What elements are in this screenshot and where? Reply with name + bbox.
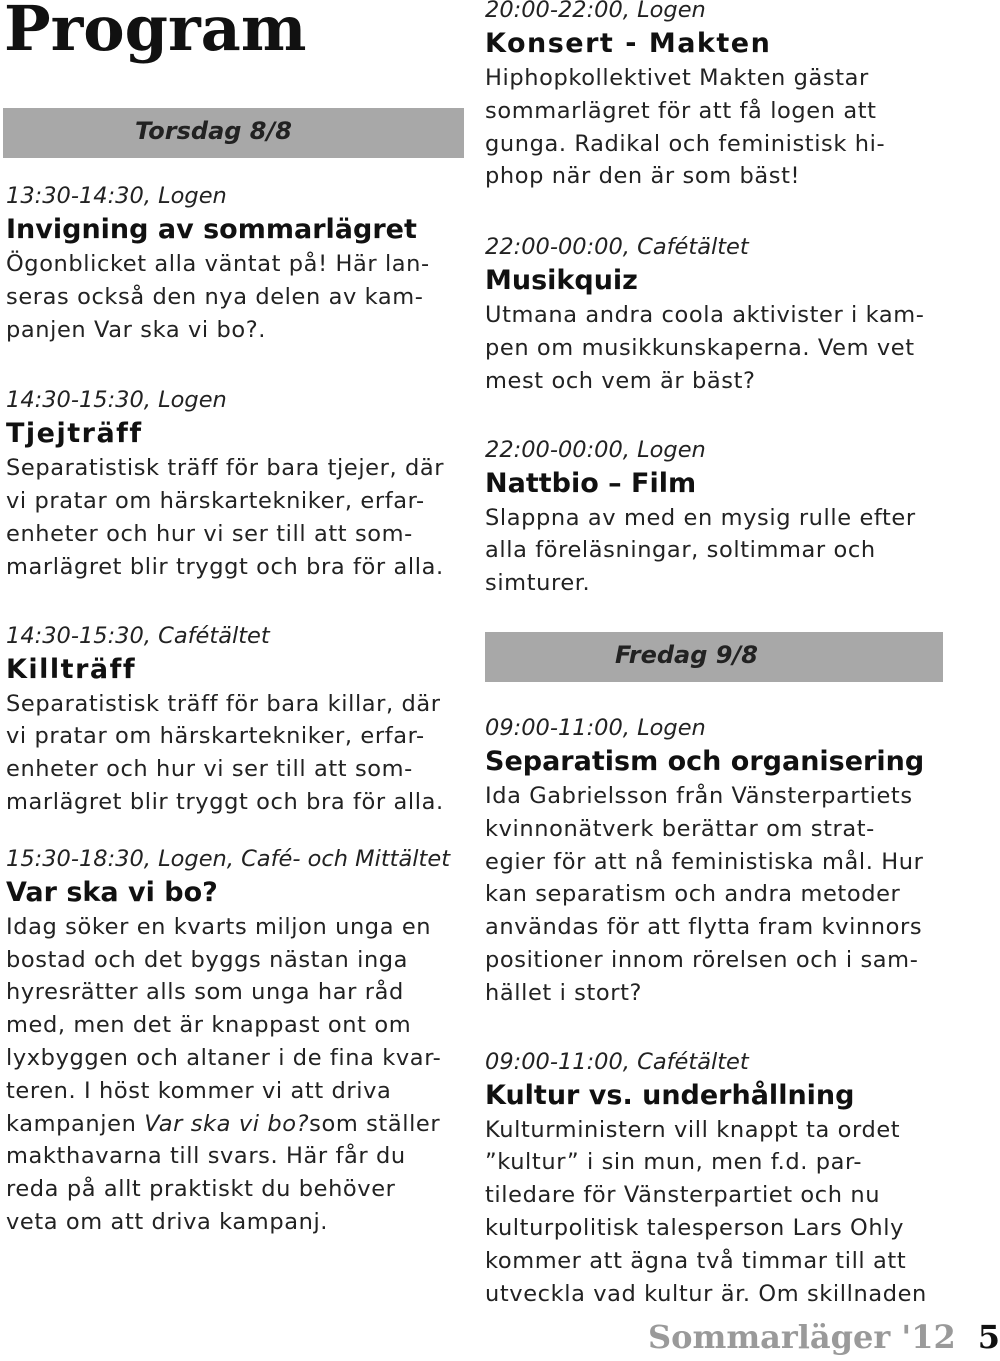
event-time: 20:00-22:00, Logen — [485, 0, 706, 23]
event-title: Separatism och organisering — [485, 745, 925, 777]
desc-line: veta om att driva kampanj. — [6, 1208, 329, 1235]
desc-line: phop när den är som bäst! — [485, 163, 801, 190]
campaign-name: Var ska vi bo? — [144, 1110, 310, 1137]
magazine-name: Sommarläger '12 — [648, 1318, 956, 1356]
day-header-thursday: Torsdag 8/8 — [3, 108, 464, 158]
desc-line: lyxbyggen och altaner i de fina kvar- — [6, 1044, 442, 1071]
event-description — [6, 911, 466, 1239]
event-description — [6, 248, 466, 346]
desc-line: Hiphopkollektivet Makten gästar — [485, 65, 869, 91]
desc-line: hället i stort? — [485, 979, 643, 1006]
event-musikquiz — [485, 231, 947, 397]
desc-line: marlägret blir tryggt och bra för alla. — [6, 553, 444, 580]
desc-line: med, men det är knappast ont om — [6, 1012, 412, 1039]
desc-line: enheter och hur vi ser till att som- — [6, 756, 413, 783]
event-description — [485, 502, 947, 600]
event-separatism — [485, 712, 947, 1010]
event-kultur — [485, 1046, 947, 1311]
desc-line: enheter och hur vi ser till att som- — [6, 520, 413, 547]
left-column — [6, 180, 466, 1239]
desc-line: kvinnonätverk berättar om strat- — [485, 815, 875, 842]
desc-line: gunga. Radikal och feministisk hi- — [485, 130, 886, 157]
page-footer — [648, 1318, 1000, 1356]
desc-line: seras också den nya delen av kam- — [6, 283, 424, 310]
desc-line: mest och vem är bäst? — [485, 367, 756, 394]
desc-line: Idag söker en kvarts miljon unga en — [6, 913, 432, 940]
desc-line: utveckla vad kultur är. Om skillnaden — [485, 1280, 927, 1307]
event-title: Konsert - Makten — [485, 28, 772, 59]
event-description — [485, 1114, 947, 1311]
event-invigning — [6, 180, 466, 346]
event-nattbio — [485, 434, 947, 600]
desc-line: tiledare för Vänsterpartiet och nu — [485, 1182, 881, 1209]
desc-line: Kulturministern vill knappt ta ordet — [485, 1116, 901, 1143]
desc-line: reda på allt praktiskt du behöver — [6, 1176, 396, 1203]
event-description — [485, 780, 947, 1010]
desc-line: Ida Gabrielsson från Vänsterpartiets — [485, 782, 913, 809]
event-konsert-makten — [485, 0, 947, 193]
event-var-ska-vi-bo — [6, 843, 466, 1239]
desc-line: kulturpolitisk talesperson Lars Ohly — [485, 1214, 904, 1241]
desc-text: som ställer — [309, 1110, 441, 1137]
event-description — [485, 299, 947, 397]
desc-line: Ögonblicket alla väntat på! Här lan- — [6, 251, 430, 277]
event-title: Kultur vs. underhållning — [485, 1079, 855, 1111]
event-time: 13:30-14:30, Logen — [6, 183, 227, 209]
desc-line: ”kultur” i sin mun, men f.d. par- — [485, 1149, 863, 1176]
event-time: 14:30-15:30, Cafétältet — [6, 622, 270, 649]
desc-line: simturer. — [485, 570, 591, 597]
event-time: 22:00-00:00, Cafétältet — [485, 234, 749, 261]
event-time: 15:30-18:30, Logen, Café- och Mittältet — [6, 845, 451, 872]
desc-line: makthavarna till svars. Här får du — [6, 1143, 406, 1170]
desc-line: kommer att ägna två timmar till att — [485, 1247, 907, 1274]
day-header-friday: Fredag 9/8 — [485, 632, 943, 682]
desc-line: användas för att flytta fram kvinnors — [485, 914, 923, 941]
event-description — [6, 452, 466, 583]
desc-line: Separatistisk träff för bara tjejer, där — [6, 455, 445, 482]
event-title: Tjejträff — [6, 418, 143, 450]
desc-line: sommarlägret för att få logen att — [485, 97, 877, 124]
event-killtraff — [6, 620, 466, 819]
desc-line: positioner innom rörelsen och i sam- — [485, 946, 919, 973]
desc-line: Slappna av med en mysig rulle efter — [485, 504, 916, 531]
desc-line: alla föreläsningar, soltimmar och — [485, 537, 876, 564]
desc-line — [6, 1108, 466, 1141]
event-title: Var ska vi bo? — [6, 876, 218, 908]
desc-line: kan separatism och andra metoder — [485, 881, 901, 908]
event-time: 14:30-15:30, Logen — [6, 387, 227, 414]
desc-line: marlägret blir tryggt och bra för alla. — [6, 788, 444, 815]
desc-line: panjen Var ska vi bo?. — [6, 316, 267, 343]
event-time: 09:00-11:00, Cafétältet — [485, 1048, 749, 1075]
desc-line: hyresrätter alls som unga har råd — [6, 979, 404, 1006]
event-title: Musikquiz — [485, 265, 638, 297]
desc-line: vi pratar om härskartekniker, erfar- — [6, 488, 425, 515]
event-description — [485, 62, 947, 193]
page-number: 5 — [977, 1318, 1000, 1356]
desc-line: pen om musikkunskaperna. Vem vet — [485, 334, 915, 361]
page-title: Program — [4, 0, 307, 65]
event-title: Invigning av sommarlägret — [6, 214, 417, 245]
desc-line: bostad och det byggs nästan inga — [6, 946, 409, 973]
event-time: 22:00-00:00, Logen — [485, 436, 706, 463]
event-tjejtraff — [6, 384, 466, 583]
event-time: 09:00-11:00, Logen — [485, 714, 706, 741]
desc-line: Utmana andra coola aktivister i kam- — [485, 302, 925, 329]
event-title: Killträff — [6, 653, 137, 685]
event-description — [6, 688, 466, 819]
desc-text: kampanjen — [6, 1110, 145, 1137]
desc-line: Separatistisk träff för bara killar, där — [6, 690, 441, 717]
desc-line: egier för att nå feministiska mål. Hur — [485, 848, 924, 875]
desc-line: vi pratar om härskartekniker, erfar- — [6, 723, 425, 750]
event-title: Nattbio – Film — [485, 467, 697, 499]
desc-line: teren. I höst kommer vi att driva — [6, 1077, 392, 1104]
